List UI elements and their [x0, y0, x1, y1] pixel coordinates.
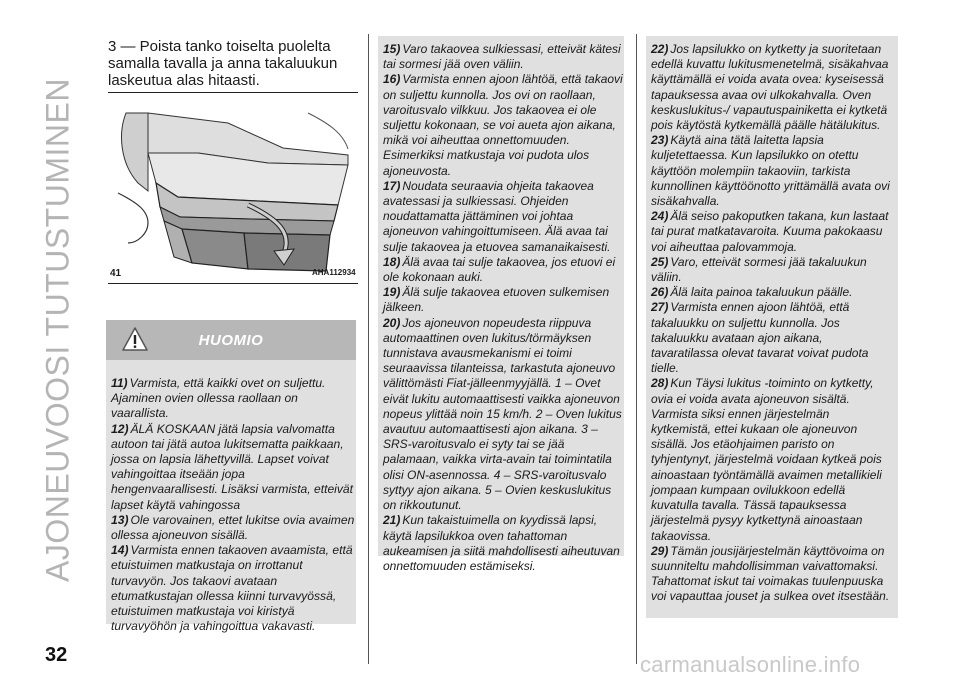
note-item-number: 23) [651, 133, 669, 148]
note-item [651, 133, 891, 209]
note-item-number: 26) [651, 285, 669, 300]
note-item-number: 27) [651, 300, 669, 315]
figure-id: AHA112934 [312, 268, 356, 277]
note-item [651, 285, 891, 300]
note-item-number: 18) [383, 254, 401, 269]
warning-header [106, 320, 356, 360]
note-item-text: Ole varovainen, ettet lukitse ovia avaimen ollessa ajoneuvon sisällä. [111, 512, 355, 543]
note-item [651, 300, 891, 376]
section-title-text: AJONEUVOOSI TUTUSTUMINEN [39, 78, 76, 582]
note-item-text: Varmista ennen ajoon lähtöä, että takaluukku on suljettu kunnolla. Jos takaluukku avataan ajon aikana, tavaratilassa olevat tavarat voivat pudota tielle. [651, 300, 869, 376]
note-item-number: 25) [651, 254, 669, 269]
warning-column-right [646, 36, 898, 618]
intro-step-text: 3 — Poista tanko toiselta puolelta samalla tavalla ja anna takaluukun laskeutua alas hitaasti. [108, 38, 338, 89]
warning-column-middle [378, 36, 624, 573]
note-item-number: 15) [383, 42, 401, 56]
note-item-text: Varo, etteivät sormesi jää takaluukun väliin. [651, 254, 867, 285]
note-item [651, 376, 891, 543]
column-divider [368, 34, 369, 664]
note-item [383, 42, 623, 72]
note-item-text: ÄLÄ KOSKAAN jätä lapsia valvomatta autoon tai jätä autoa lukitsematta paikkaan, jossa on lapsia lähettyvillä. Lapset voivat vahingoittaa itseään jopa hengenvaarallisesti. Lisäksi varmista, etteivät lapset käytä vahingossa [111, 421, 353, 512]
note-item [111, 376, 355, 422]
warning-title: HUOMIO [198, 332, 264, 349]
note-item [651, 209, 891, 255]
column-divider [636, 34, 637, 664]
note-item-text: Tämän jousijärjestelmän käyttövoima on suunniteltu mahdollisimman vaivattomaksi. Tahattomat iskut tai voimakas tuulenpuuska voi vapauttaa jouset ja sulkea ovet itsestään. [651, 543, 890, 604]
note-item-number: 28) [651, 376, 669, 391]
note-item [383, 72, 623, 178]
tailgate-drawing [108, 93, 358, 283]
note-item-text: Kun Täysi lukitus -toiminto on kytketty, ovia ei voida avata ajoneuvon sisältä. Varmista siksi ennen järjestelmän kytkemistä, ettei kukaan ole ajoneuvon sisällä. Jos etäohjaimen paristo on tyhjentynyt, järjestelmä voidaan kytkeä pois ainoastaan työntämällä avaimen metallikieli jompaan kumpaan ovilukkoon edellä kuvatulla tavalla. Tässä tapauksessa järjestelmä pysyy kytkettynä ainoastaan takaovissa. [651, 376, 882, 543]
note-item-text: Älä seiso pakoputken takana, kun lastaat tai purat matkatavaroita. Kuuma pakokaasu voi aiheuttaa palovammoja. [651, 209, 889, 254]
note-item [383, 255, 623, 285]
note-item-number: 22) [651, 42, 669, 56]
note-item-text: Käytä aina tätä laitetta lapsia kuljetettaessa. Kun lapsilukko on otettu käyttöön molempiin takaoviin, tarkista kunnollinen käyttöönotto yrittämällä avata ovi sisäkahvalla. [651, 133, 890, 209]
note-item [383, 513, 623, 574]
note-item [651, 544, 891, 605]
watermark: carmanualsonline.info [640, 652, 861, 677]
note-item-number: 14) [111, 543, 129, 558]
note-item [651, 255, 891, 285]
note-item [111, 513, 355, 543]
right-column-text [651, 42, 891, 605]
note-item-number: 21) [383, 513, 401, 528]
note-item-text: Varmista, että kaikki ovet on suljettu. Ajaminen ovien ollessa raollaan on vaarallista. [111, 376, 326, 421]
note-item-text: Varmista ennen takaoven avaamista, että etuistuimen matkustaja on irrottanut turvavyön. Jos takaovi avataan etumatkustajan ollessa kiinni turvavyössä, etuistuimen matkustaja voi kiristyä turvavyöhön ja vahingoittua vakavasti. [111, 543, 353, 634]
warning-text [111, 376, 355, 634]
note-item [651, 42, 891, 133]
tailgate-illustration [108, 92, 358, 284]
warning-box [106, 320, 356, 634]
note-item-number: 17) [383, 178, 401, 193]
note-item [383, 285, 623, 315]
note-item-number: 13) [111, 512, 129, 527]
note-item-text: Varo takaovea sulkiessasi, etteivät kätesi tai sormesi jää oven väliin. [383, 42, 621, 72]
note-item [383, 179, 623, 255]
note-item-number: 16) [383, 72, 401, 87]
note-item-text: Noudata seuraavia ohjeita takaovea avatessasi ja sulkiessasi. Ohjeiden noudattamatta jättäminen voi johtaa ajoneuvon vahingoittumiseen. Älä avaa tai sulje takaovea ja etuovea samanaikaisesti. [383, 178, 611, 254]
note-item-number: 11) [111, 376, 128, 390]
note-item-text: Jos ajoneuvon nopeudesta riippuva automaattinen oven lukitus/törmäyksen tunnistava avausmekanismi ei toimi seuraavissa tilanteissa, tarkastuta ajoneuvo välittömästi Fiat-jälleenmyyjällä. 1 – Ovet eivät lukitu automaattisesti vaikka ajoneuvon nopeus ylittää noin 15 km/h. 2 – Oven lukitus avautuu automaattisesti ajon aikana. 3 – SRS-varoitusvalo ei syty tai se jää palamaan, vaikka virta-avain tai toimintatila olisi ON-asennossa. 4 – SRS-varoitusvalo syttyy ajon aikana. 5 – Ovien keskuslukitus on rikkoutunut. [383, 315, 622, 513]
middle-column-text [383, 42, 623, 574]
note-item [111, 543, 355, 634]
figure-number: 41 [110, 268, 122, 279]
note-item-text: Varmista ennen ajoon lähtöä, että takaovi on suljettu kunnolla. Jos ovi on raollaan, varoitusvalo vilkkuu. Jos takaovea ei ole suljettu kokonaan, se voi aueta ajon aikana, mikä voi aiheuttaa onnettomuuden. Esimerkiksi matkustaja voi pudota ulos ajoneuvosta. [383, 72, 623, 178]
note-item-text: Älä avaa tai sulje takaovea, jos etuovi ei ole kokonaan auki. [383, 254, 616, 285]
note-item-number: 24) [651, 209, 669, 224]
note-item [111, 422, 355, 513]
note-item-text: Älä laita painoa takaluukun päälle. [670, 285, 853, 300]
note-item-text: Kun takaistuimella on kyydissä lapsi, käytä lapsilukkoa oven tahattoman aukeamisen ja siitä mahdollisesti aiheutuvan onnettomuuden estämiseksi. [383, 513, 620, 573]
page-number: 32 [45, 644, 68, 666]
note-item-number: 20) [383, 315, 401, 330]
note-item-number: 29) [651, 543, 669, 558]
note-item-number: 12) [111, 421, 129, 436]
note-item-text: Älä sulje takaovea etuoven sulkemisen jälkeen. [383, 285, 610, 315]
note-item-number: 19) [383, 285, 401, 300]
note-item-text: Jos lapsilukko on kytketty ja suoritetaan edellä kuvattu lukitusmenetelmä, sisäkahvaa käyttämällä ei voida avata ovea: kyseisessä tapauksessa avaa ovi ulkokahvalla. Oven keskuslukitus-/ vapautuspainiketta ei kytketä pois käytöstä kytkemällä päälle hätälukitus. [651, 42, 889, 133]
note-item [383, 316, 623, 514]
